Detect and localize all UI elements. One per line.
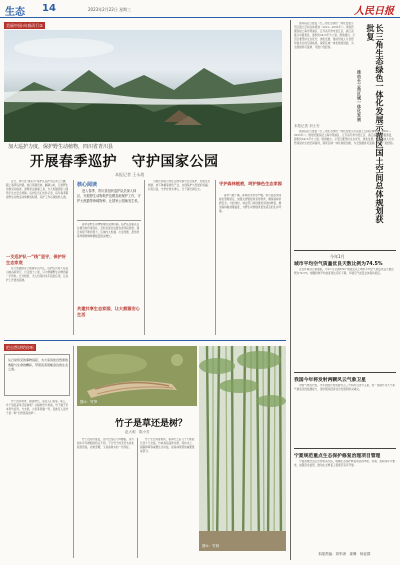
divider bbox=[294, 372, 396, 373]
divider bbox=[294, 250, 396, 251]
bamboo-forest-image bbox=[199, 346, 286, 551]
intro-box bbox=[4, 354, 70, 396]
bottom-column-3: 竹子生长速度极快，春笋出土后几十天就能长到十几米高。竹林具有涵养水源、保持水土、固碳释氧等重要生态功能，是森林资源的重要组成部分。 bbox=[140, 438, 195, 453]
brief2-text: 中国气象局介绍，今年我国计划发射风云三号和风云四号卫星，进一步提升对天气和气候变化的监测能力，更好服务经济社会发展和防灾减灾。 bbox=[294, 384, 395, 391]
article-column-2: 春季是野生动物繁殖的关键时期。巡护队员重点关注栖息地环境变化，及时发现并处置各类风险隐患。通过持续不断的努力，区域内大熊猫、川金丝猴、扭角羚等珍稀物种种群数量稳步增长。 bbox=[77, 223, 140, 238]
column-intro: 从日常所见的事物说起，为大家讲述自然界的奥秘与生命的精彩，带领读者领略身边的生态之美。 bbox=[8, 358, 68, 371]
column-divider bbox=[137, 438, 138, 558]
column-tag: 美丽中国·向春而行② bbox=[6, 23, 43, 28]
bottom-byline: 赵大明 陈小芳 bbox=[125, 430, 150, 434]
right-byline: 本报记者 刘士安 bbox=[294, 124, 320, 128]
core-reading-text: 进入春季，青川县组织巡护队员深入林区，开展野生动物救护及栖息地保护工作，守护大熊猫等珍稀物种，让国家公园焕发生机。 bbox=[77, 189, 141, 203]
subheading-3: 守护森林植被，呵护绿色生态家园 bbox=[219, 181, 282, 186]
article-column-1: 近日，青川县“唐家河”保护区巡护员们背上行囊，踏上春季巡护路。他们穿越密林、翻越山岭，记录野生动物活动痕迹，清理非法猎捕工具，为大熊猫国家公园筑牢生态安全屏障。巡护队员们告诉记者，每年春季都是野生动物活动频繁的时期，巡护工作必须细致入微。 bbox=[6, 180, 69, 199]
article-column-4: 春季气候干燥，森林防火形势严峻。青川县落实网格化管理责任，加强火源管控和宣传教育，确保森林资源安全。与此同时，林业部门持续推进退化林修复，增加森林植被覆盖度，为野生动物提供更加适宜的生存环境。 bbox=[219, 194, 282, 213]
bottom-column-2: 竹子没有形成层，茎秆长成后不再增粗，这与树木年年增粗的特点不同。不过竹子的茎秆木质化程度很高，质地坚硬，又具备树木的一些特征。 bbox=[77, 438, 135, 449]
subheading-1: 一支巡护队一“线”坚守，保护好生态家底 bbox=[6, 254, 66, 265]
column-divider bbox=[73, 346, 74, 558]
photo2-caption: 图②：竹林 bbox=[202, 544, 220, 548]
bottom-column-tag: 把自然讲给你听 bbox=[6, 345, 34, 350]
page-header bbox=[0, 0, 400, 18]
byline: 本报记者 王永战 bbox=[115, 172, 145, 177]
brief3-text: 宁夏回族自治区出台相关办法，明确生态保护修复项目的申报、实施、验收等环节要求，加强资金监管，推动生态修复工程规范有序开展。 bbox=[294, 460, 395, 467]
brief3-title: 宁夏规范重点生态保护修复治理项目管理 bbox=[294, 454, 381, 459]
photo-caption: 加大巡护力度，保护野生动植物，四川省青川县 bbox=[8, 144, 114, 150]
brief1-title: 城市平均空气质量优良天数比例为74.5% bbox=[294, 262, 383, 267]
core-reading-label: 核心阅读 bbox=[77, 182, 98, 188]
main-headline: 开展春季巡护 守护国家公园 bbox=[30, 154, 219, 170]
photo1-caption: 图①：竹笋 bbox=[80, 400, 98, 404]
section-divider bbox=[4, 340, 286, 341]
divider bbox=[294, 448, 396, 449]
right-subheadline: 推动长三角区域一体化发展 bbox=[357, 70, 362, 122]
column-divider bbox=[144, 180, 145, 335]
subheading-2: 共建共享生态家园，让大熊猫安心生活 bbox=[77, 306, 140, 317]
newspaper-logo: 人民日报 bbox=[354, 6, 394, 17]
right-headline: 长三角生态绿色一体化发展示范区国土空间总体规划获批复 bbox=[366, 24, 384, 224]
mountain-landscape-image bbox=[4, 30, 282, 142]
bottom-column-1: 竹子四季常青，挺拔修长，深受人们喜爱。那么，竹子到底是草还是树呢？从植物学分类看，竹子属于禾本科竹亚科，与水稻、小麦等同属一科，因此有人说竹子是一种“长得很高的草”。 bbox=[6, 400, 69, 415]
article-column-1b: 在大熊猫国家公园唐家河片区，巡护队员每天在高山峡谷间穿行，行走数十公里，只为掌握野生动物的第一手资料。红外相机、无人机等技术手段的应用，让巡护工作更加高效。 bbox=[6, 267, 69, 282]
brief1-date: 今年1月 bbox=[330, 254, 345, 259]
column-divider bbox=[73, 180, 74, 335]
section-name: 生态 bbox=[5, 7, 25, 18]
right-column-divider bbox=[290, 20, 291, 560]
bottom-headline: 竹子是草还是树？ bbox=[115, 419, 188, 429]
divider bbox=[77, 220, 141, 221]
brief1-text: 生态环境部日前通报，今年1月全国339个地级及以上城市平均空气质量优良天数比例为74.5%，细颗粒物平均浓度同比有所下降，环境空气质量总体保持稳定。 bbox=[294, 268, 394, 275]
page-number: 14 bbox=[42, 3, 56, 14]
bamboo-shoot-image bbox=[77, 346, 197, 406]
right-intro-text: 国务院近日批复《长三角生态绿色一体化发展示范区国土空间总体规划（2021—2035年）》。规划范围包括上海市青浦区、江苏省苏州市吴江区、浙江省嘉兴市嘉善县，面积约2413平方公里。规划提出，示范区要坚持生态优先、绿色发展，推动形成人与自然和谐共生的空间格局，探索区域一体化制度创新，为全国提供可复制、可推广的经验。 bbox=[294, 22, 356, 49]
article-column-3: 当地还积极引导社区群众参与生态保护，发展生态旅游、林下种植等绿色产业，实现保护与发展的双赢。村民们说，守护好绿水青山，日子越过越红火。 bbox=[148, 180, 211, 191]
brief2-title: 我国今年将发射两颗风云气象卫星 bbox=[294, 378, 366, 383]
bamboo-forest-photo bbox=[199, 346, 286, 551]
bamboo-shoot-photo bbox=[77, 346, 197, 406]
top-photo bbox=[4, 30, 282, 142]
column-divider bbox=[215, 180, 216, 335]
page-editors: 本版责编：刘军涛 姜琳 杨亚群 bbox=[318, 552, 371, 556]
right-body-text: 国务院近日批复《长三角生态绿色一体化发展示范区国土空间总体规划（2021—2035年）》。规划范围包括上海市青浦区、江苏省苏州市吴江区、浙江省嘉兴市嘉善县，面积约2413平方公里。规划提出，示范区要坚持生态优先、绿色发展，推动形成人与自然和谐共生的空间格局，探索区域一体化制度创新，为全国提供可复制、可推广的经验。 bbox=[294, 130, 396, 145]
issue-date: 2023年2月22日 星期三 bbox=[88, 7, 132, 12]
